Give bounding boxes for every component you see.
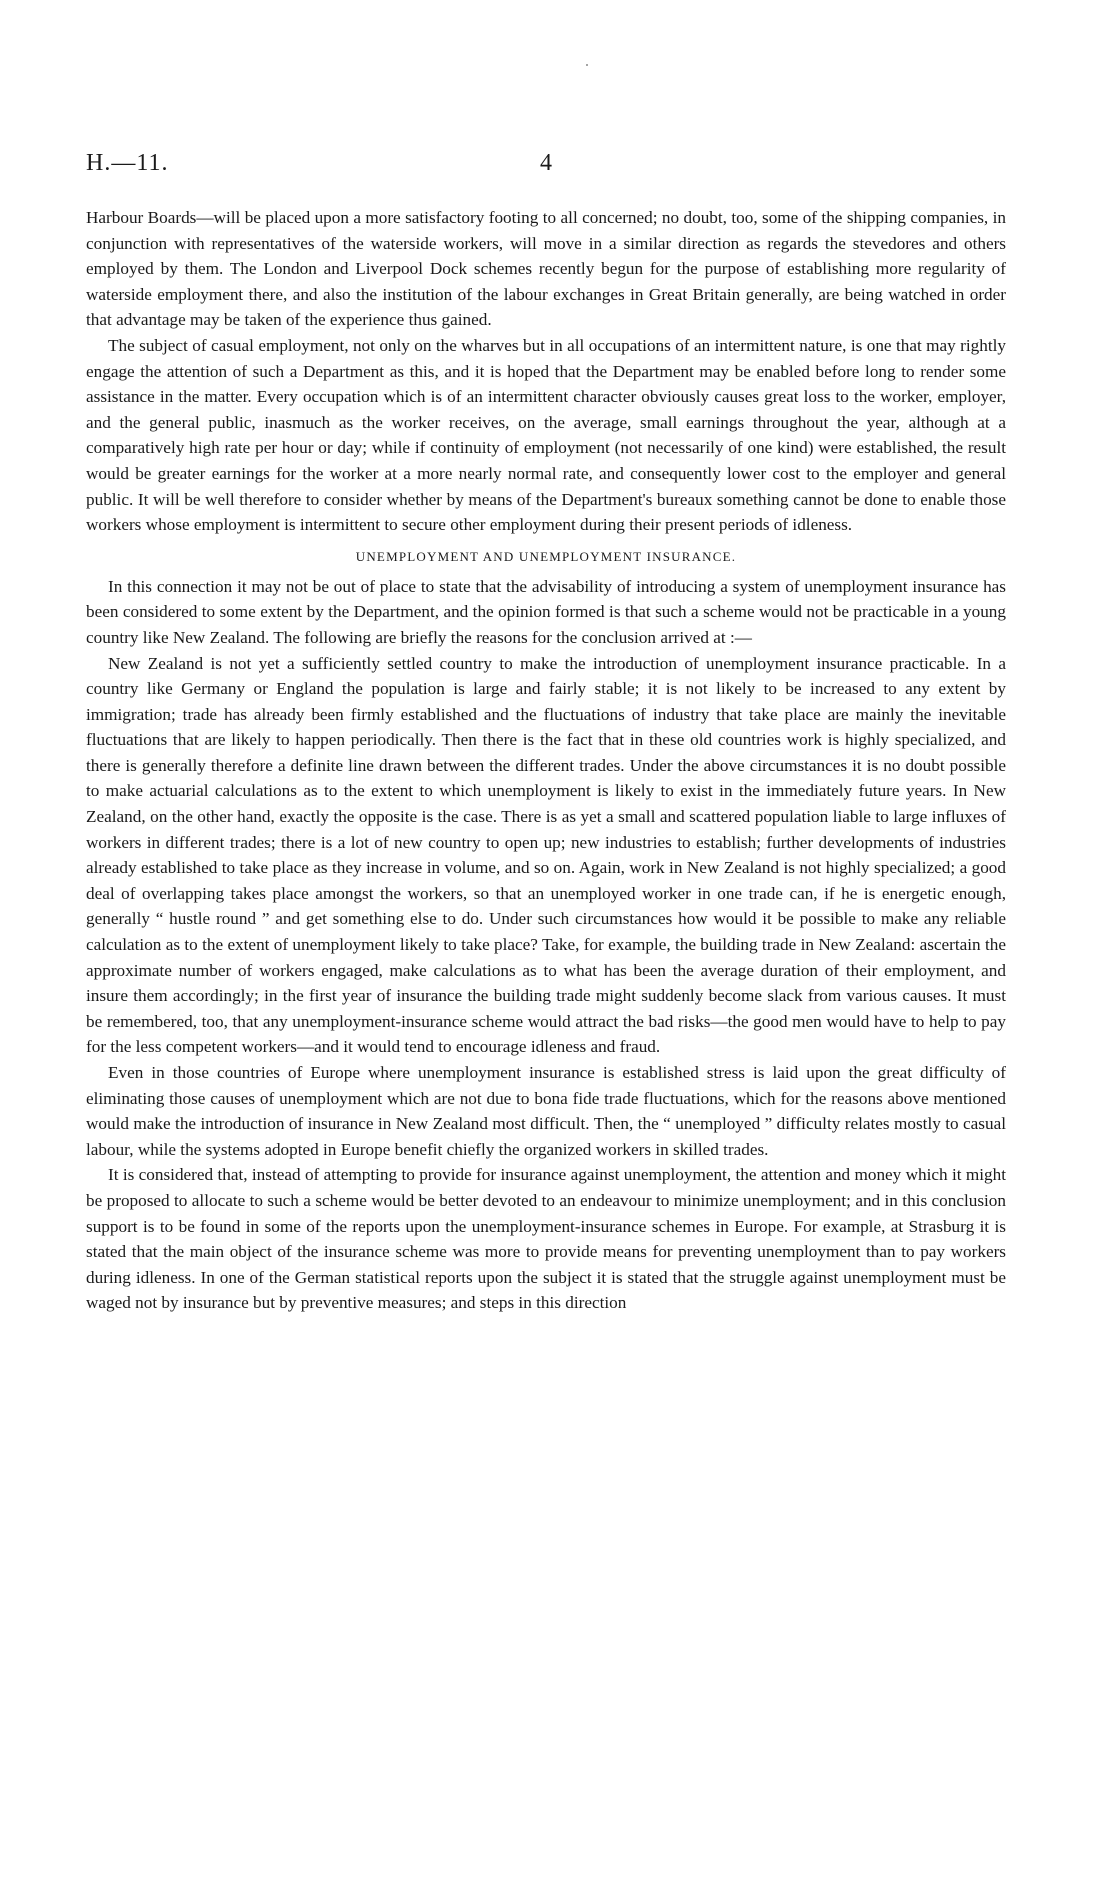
document-code: H.—11.	[86, 150, 169, 176]
section-heading: UNEMPLOYMENT AND UNEMPLOYMENT INSURANCE.	[355, 548, 737, 564]
scan-speck	[586, 64, 588, 66]
paragraph: In this connection it may not be out of place to state that the advisability of introducing a system of unemployment insurance has been considered to some extent by the Department, and the opinion formed is that such a scheme would not be practicable in a young country like New Zealand. The following are briefly the reasons for the conclusion arrived at :—	[86, 576, 1006, 647]
paragraph: The subject of casual employment, not only on the wharves but in all occupations of an intermittent nature, is one that may rightly engage the attention of such a Department as this, and it is hoped that the Department may be enabled before long to render some assistance in the matter. Every occupation which is of an intermittent character obviously causes great loss to the worker, employer, and the general public, inasmuch as the worker receives, on the average, small earnings throughout the year, although at a comparatively high rate per hour or day; while if continuity of employment (not necessarily of one kind) were established, the result would be greater earnings for the worker at a more nearly normal rate, and consequently lower cost to the employer and general public. It will be well therefore to consider whether by means of the Department's bureaux something cannot be done to enable those workers whose employment is intermittent to secure other employment during their present periods of idleness.	[86, 335, 1006, 535]
document-body	[86, 205, 1006, 1316]
page-number: 4	[540, 150, 552, 176]
paragraph: It is considered that, instead of attempting to provide for insurance against unemployment, the attention and money which it might be proposed to allocate to such a scheme would be better devoted to an endeavour to minimize unemployment; and in this conclusion support is to be found in some of the reports upon the unemployment-insurance schemes in Europe. For example, at Strasburg it is stated that the main object of the insurance scheme was more to provide means for preventing unemployment than to pay workers during idleness. In one of the German statistical reports upon the subject it is stated that the struggle against unemployment must be waged not by insurance but by preventive measures; and steps in this direction	[86, 1165, 1006, 1313]
page-header	[86, 150, 1006, 186]
paragraph: Harbour Boards—will be placed upon a more satisfactory footing to all concerned; no doubt, too, some of the shipping companies, in conjunction with representatives of the waterside workers, will move in a similar direction as regards the stevedores and others employed by them. The London and Liverpool Dock schemes recently begun for the purpose of establishing more regularity of waterside employment there, and also the institution of the labour exchanges in Great Britain generally, are being watched in order that advantage may be taken of the experience thus gained.	[86, 208, 1006, 330]
paragraph: New Zealand is not yet a sufficiently settled country to make the introduction of unemployment insurance practicable. In a country like Germany or England the population is large and fairly stable; it is not likely to be increased to any extent by immigration; trade has already been firmly established and the fluctuations of industry that take place are mainly the inevitable fluctuations that are likely to happen periodically. Then there is the fact that in these old countries work is highly specialized, and there is generally therefore a definite line drawn between the different trades. Under the above circumstances it is no doubt possible to make actuarial calculations as to the extent to which unemployment is likely to exist in the immediately future years. In New Zealand, on the other hand, exactly the opposite is the case. There is as yet a small and scattered population liable to large influxes of workers in different trades; there is a lot of new country to open up; new industries to establish; further developments of industries already established to take place as they increase in volume, and so on. Again, work in New Zealand is not highly specialized; a good deal of overlapping takes place amongst the workers, so that an unemployed worker in one trade can, if he is energetic enough, generally “ hustle round ” and get something else to do. Under such circumstances how would it be possible to make any reliable calculation as to the extent of unemployment likely to take place? Take, for example, the building trade in New Zealand: ascertain the approximate number of workers engaged, make calculations as to what has been the average duration of their employment, and insure them accordingly; in the first year of insurance the building trade might suddenly become slack from various causes. It must be remembered, too, that any unemployment-insurance scheme would attract the bad risks—the good men would have to help to pay for the less competent workers—and it would tend to encourage idleness and fraud.	[86, 653, 1006, 1057]
paragraph: Even in those countries of Europe where unemployment insurance is established stress is laid upon the great difficulty of eliminating those causes of unemployment which are not due to bona fide trade fluctuations, which for the reasons above mentioned would make the introduction of insurance in New Zealand most difficult. Then, the “ unemployed ” difficulty relates mostly to casual labour, while the systems adopted in Europe benefit chiefly the organized workers in skilled trades.	[86, 1063, 1006, 1159]
